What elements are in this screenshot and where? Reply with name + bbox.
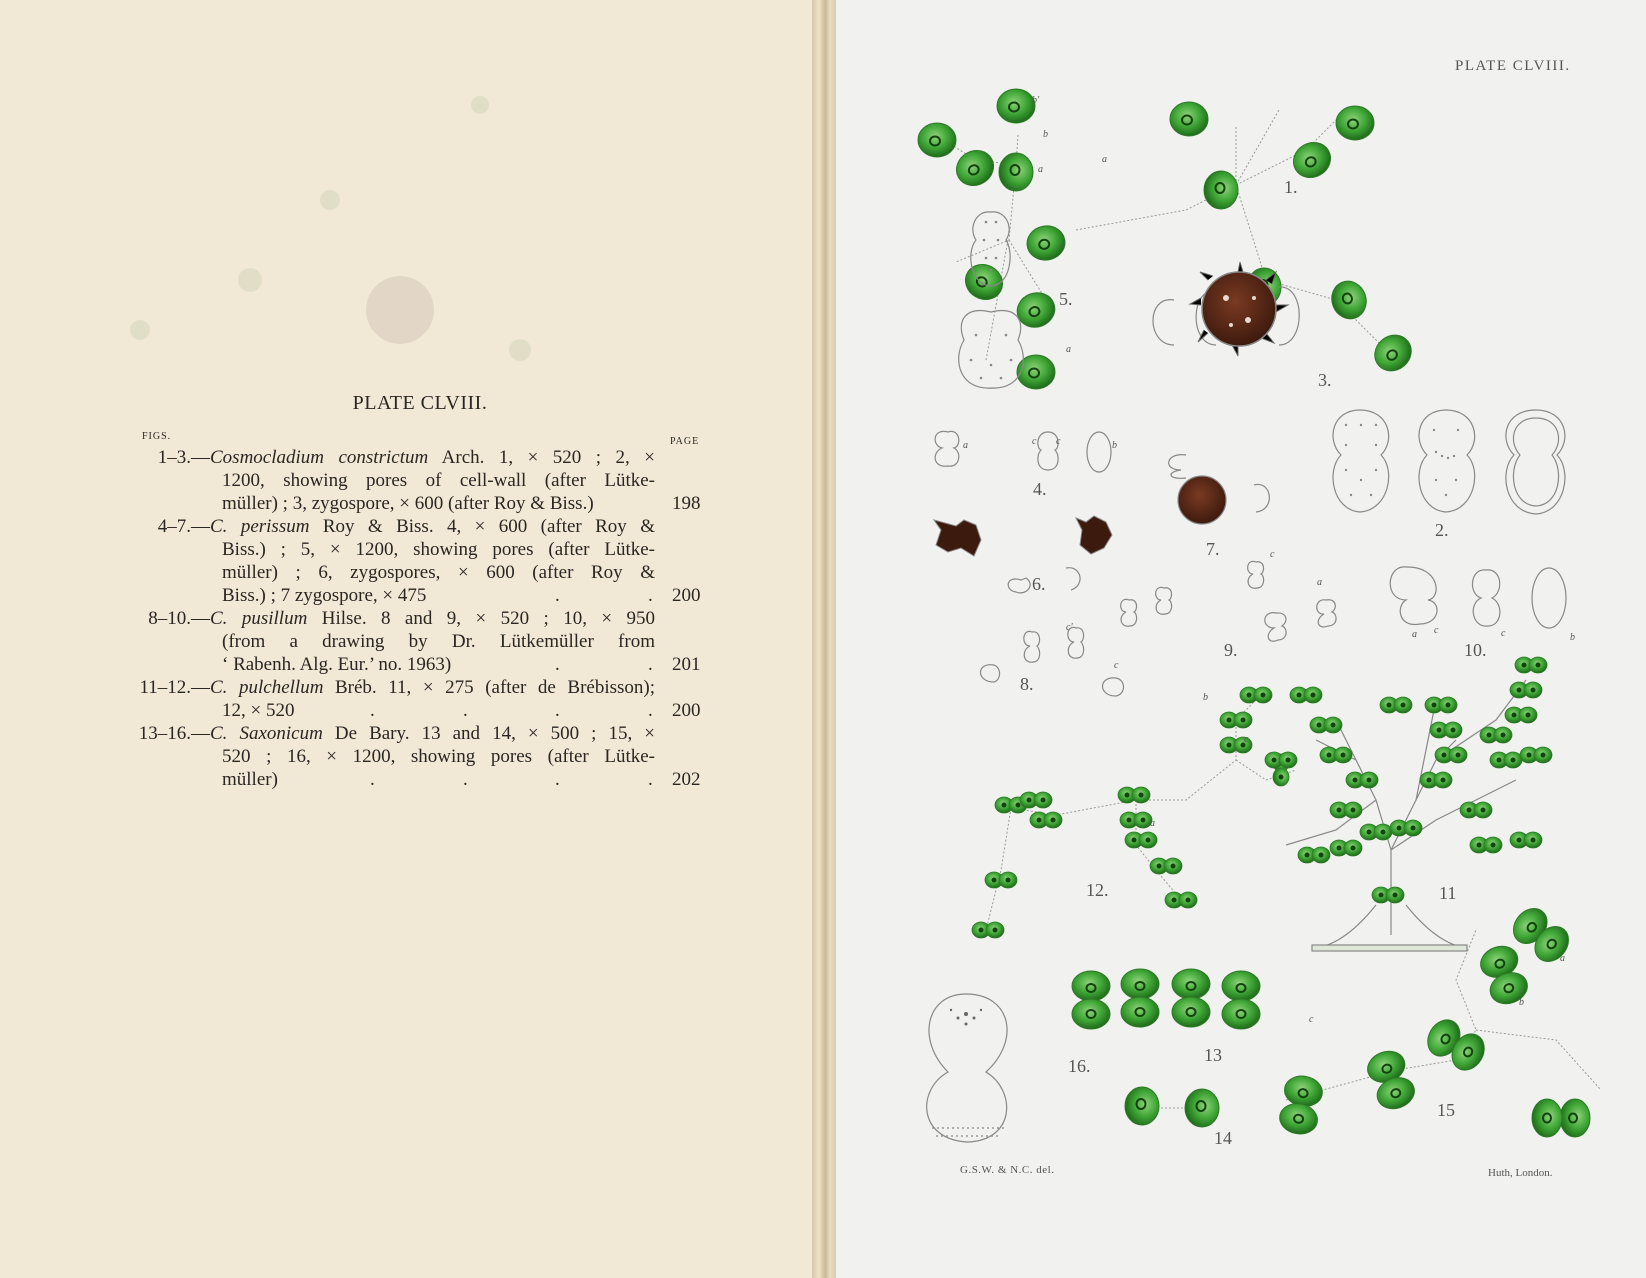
entry-figs: 1–3.—	[157, 447, 210, 468]
entry-line: 1200, showing pores of cell-wall (after Lütke-	[222, 470, 655, 491]
svg-text:b: b	[1519, 997, 1524, 1008]
svg-text:c: c	[1309, 1014, 1314, 1025]
svg-text:c: c	[1061, 240, 1066, 251]
entry-line: C. pusillum Hilse. 8 and 9, × 520 ; 10, × 950	[210, 608, 655, 629]
entry-line: C. Saxonicum De Bary. 13 and 14, × 500 ; 15, ×	[210, 723, 656, 744]
figure-7	[1169, 455, 1270, 524]
plate-title: PLATE CLVIII.	[352, 392, 488, 414]
svg-text:c: c	[1434, 625, 1439, 636]
svg-text:a: a	[1038, 164, 1043, 175]
figure-number: 2.	[1435, 520, 1449, 540]
figure-12	[972, 687, 1297, 938]
figure-number: 7.	[1206, 539, 1220, 559]
figure-number: 6.	[1032, 574, 1046, 594]
entry-page: 200	[672, 585, 701, 606]
figs-column-header: FIGS.	[142, 431, 172, 442]
figure-15	[1277, 902, 1590, 1137]
figure-number: 1.	[1284, 177, 1298, 197]
figure-number: 10.	[1464, 640, 1487, 660]
entry-line: Cosmocladium constrictum Arch. 1, × 520 ; 2, ×	[210, 447, 655, 468]
svg-text:c: c	[1114, 660, 1119, 671]
svg-text:a: a	[1560, 953, 1565, 964]
svg-text:a: a	[963, 440, 968, 451]
entry-line: müller) ; 3, zygospore, × 600 (after Roy & Biss.)	[222, 493, 594, 514]
svg-text:a: a	[1412, 629, 1417, 640]
entry-line: 520 ; 16, × 1200, showing pores (after Lütke-	[222, 746, 655, 767]
figure-8	[981, 627, 1124, 696]
figure-number: 16.	[1068, 1056, 1091, 1076]
figure-16	[927, 994, 1007, 1142]
book-gutter	[812, 0, 836, 1278]
svg-text:b: b	[1570, 632, 1575, 643]
figure-number: 12.	[1086, 880, 1109, 900]
entry-page: 201	[672, 654, 701, 675]
entry-line: C. perissum Roy & Biss. 4, × 600 (after Roy &	[210, 516, 655, 537]
svg-text:a: a	[1066, 344, 1071, 355]
figure-number: 9.	[1224, 640, 1238, 660]
figure-4	[935, 431, 1111, 472]
svg-text:c: c	[1244, 734, 1249, 745]
species-name: C. perissum	[210, 516, 310, 537]
svg-text:a: a	[1150, 818, 1155, 829]
figure-number: 8.	[1020, 674, 1034, 694]
entry-page: 202	[672, 769, 701, 790]
svg-text:a: a	[1317, 577, 1322, 588]
figure-number: 5.	[1059, 289, 1073, 309]
svg-text:b: b	[1043, 129, 1048, 140]
figure-13	[1072, 969, 1260, 1029]
plate-illustration	[836, 0, 1646, 1278]
entry-line: C. pulchellum Bréb. 11, × 275 (after de Brébisson);	[210, 677, 655, 698]
figure-number: 14	[1214, 1128, 1232, 1148]
artist-credit: G.S.W. & N.C. del.	[960, 1164, 1055, 1176]
svg-text:c: c	[1056, 436, 1061, 447]
entry-figs: 13–16.—	[138, 723, 210, 744]
show-through-ghost	[80, 80, 600, 400]
plate-label: PLATE CLVIII.	[1455, 58, 1571, 74]
figure-number: 13	[1204, 1045, 1222, 1065]
species-name: C. Saxonicum	[210, 723, 323, 744]
svg-text:b: b	[1112, 440, 1117, 451]
svg-text:c: c	[1270, 549, 1275, 560]
species-name: C. pulchellum	[210, 677, 324, 698]
figure-number: 3.	[1318, 370, 1332, 390]
figure-number: 15	[1437, 1100, 1455, 1120]
svg-text:c: c	[1032, 436, 1037, 447]
entry-line: Biss.) ; 7 zygospore, × 475	[222, 585, 427, 606]
entry-line: Biss.) ; 5, × 1200, showing pores (after Lütke-	[222, 539, 655, 560]
svg-text:b': b'	[1032, 95, 1040, 106]
entry-figs: 8–10.—	[148, 608, 210, 629]
svg-text:a: a	[1102, 154, 1107, 165]
species-name: C. pusillum	[210, 608, 308, 629]
figure-number: 4.	[1033, 479, 1047, 499]
figure-number: 11	[1439, 883, 1457, 903]
figure-2	[1333, 410, 1565, 514]
figure-9	[1121, 561, 1336, 641]
entry-line: ‘ Rabenh. Alg. Eur.’ no. 1963)	[222, 654, 452, 675]
figure-11-cells	[1290, 657, 1552, 903]
species-name: Cosmocladium constrictum	[210, 447, 429, 468]
entry-figs: 11–12.—	[139, 677, 210, 698]
entry-line: müller)	[222, 769, 278, 790]
entry-page: 200	[672, 700, 701, 721]
svg-text:c: c	[1501, 628, 1506, 639]
entry-line: müller) ; 6, zygospores, × 600 (after Roy &	[222, 562, 655, 583]
entry-page: 198	[672, 493, 701, 514]
figure-10	[1390, 567, 1566, 628]
entry-line: 12, × 520	[222, 700, 295, 721]
svg-text:c': c'	[1066, 622, 1073, 633]
entry-figs: 4–7.—	[157, 516, 210, 537]
figure-5	[959, 212, 1024, 388]
figure-6	[934, 516, 1112, 593]
entry-line: (from a drawing by Dr. Lütkemüller from	[222, 631, 655, 652]
printer-credit: Huth, London.	[1488, 1167, 1553, 1179]
svg-text:b: b	[1203, 692, 1208, 703]
page-column-header: PAGE	[670, 436, 700, 447]
